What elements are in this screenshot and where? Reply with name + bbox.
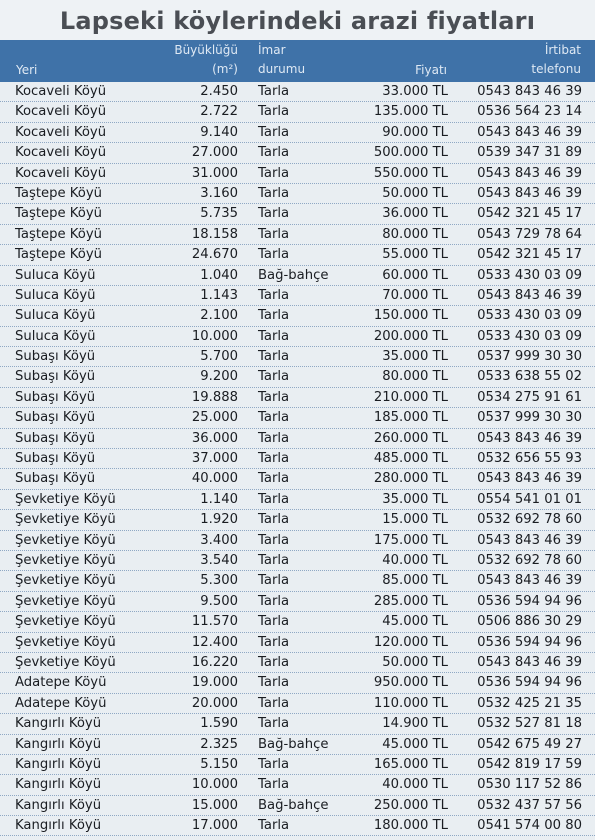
cell-size: 9.140: [200, 124, 238, 140]
cell-price: 35.000 TL: [382, 349, 448, 365]
cell-size: 18.158: [191, 226, 238, 242]
cell-zoning: Tarla: [258, 430, 290, 446]
cell-price: 485.000 TL: [373, 451, 448, 467]
cell-price: 210.000 TL: [373, 389, 448, 405]
cell-size: 10.000: [191, 777, 238, 793]
cell-zoning: Bağ-bahçe: [258, 267, 329, 283]
cell-zoning: Tarla: [258, 491, 290, 507]
cell-location: Kangırlı Köyü: [15, 716, 102, 732]
cell-zoning: Tarla: [258, 349, 290, 365]
cell-zoning: Tarla: [258, 756, 290, 772]
cell-zoning: Tarla: [258, 532, 290, 548]
cell-phone: 0534 275 91 61: [477, 389, 582, 405]
cell-size: 3.160: [200, 185, 238, 201]
cell-location: Suluca Köyü: [15, 287, 96, 303]
table-row: [0, 612, 595, 632]
table-row: [0, 735, 595, 755]
cell-phone: 0554 541 01 01: [477, 491, 582, 507]
cell-phone: 0533 638 55 02: [477, 369, 582, 385]
table-row: [0, 388, 595, 408]
cell-size: 11.570: [191, 614, 238, 630]
table-row: [0, 286, 595, 306]
cell-location: Subaşı Köyü: [15, 389, 96, 405]
header-phone: [505, 44, 581, 76]
cell-location: Kocaveli Köyü: [15, 124, 107, 140]
cell-phone: 0506 886 30 29: [477, 614, 582, 630]
table-row: [0, 592, 595, 612]
cell-location: Taştepe Köyü: [15, 247, 103, 263]
cell-location: Adatepe Köyü: [15, 675, 107, 691]
cell-price: 550.000 TL: [373, 165, 448, 181]
cell-size: 27.000: [191, 145, 238, 161]
header-location: Yeri: [16, 63, 38, 77]
cell-zoning: Tarla: [258, 165, 290, 181]
table-row: [0, 796, 595, 816]
cell-phone: 0542 819 17 59: [477, 756, 582, 772]
table-row: [0, 469, 595, 489]
cell-location: Kangırlı Köyü: [15, 777, 102, 793]
cell-price: 55.000 TL: [382, 247, 448, 263]
cell-zoning: Tarla: [258, 104, 290, 120]
table-row: [0, 347, 595, 367]
cell-price: 80.000 TL: [382, 369, 448, 385]
header-zoning: [258, 44, 305, 76]
cell-phone: 0536 594 94 96: [477, 634, 582, 650]
cell-zoning: Tarla: [258, 777, 290, 793]
cell-size: 17.000: [191, 818, 238, 834]
cell-location: Kangırlı Köyü: [15, 736, 102, 752]
cell-zoning: Tarla: [258, 654, 290, 670]
cell-zoning: Tarla: [258, 593, 290, 609]
cell-zoning: Tarla: [258, 247, 290, 263]
cell-size: 10.000: [191, 328, 238, 344]
table-row: [0, 551, 595, 571]
cell-price: 500.000 TL: [373, 145, 448, 161]
cell-phone: 0536 564 23 14: [477, 104, 582, 120]
cell-size: 2.450: [200, 84, 238, 99]
table-row: [0, 755, 595, 775]
cell-zoning: Tarla: [258, 308, 290, 324]
table-row: [0, 266, 595, 286]
cell-zoning: Tarla: [258, 206, 290, 222]
cell-zoning: Tarla: [258, 614, 290, 630]
cell-location: Suluca Köyü: [15, 328, 96, 344]
cell-zoning: Tarla: [258, 389, 290, 405]
cell-zoning: Tarla: [258, 716, 290, 732]
cell-price: 70.000 TL: [382, 287, 448, 303]
table-row: [0, 82, 595, 102]
header-size-line1: Büyüklüğü: [174, 43, 238, 57]
cell-price: 165.000 TL: [373, 756, 448, 772]
cell-location: Taştepe Köyü: [15, 185, 103, 201]
cell-phone: 0533 430 03 09: [477, 267, 582, 283]
cell-size: 2.722: [200, 104, 238, 120]
cell-location: Şevketiye Köyü: [15, 634, 116, 650]
table-row: [0, 306, 595, 326]
cell-size: 1.920: [200, 512, 238, 528]
cell-zoning: Tarla: [258, 84, 290, 99]
table-row: [0, 673, 595, 693]
table-header: [0, 40, 595, 82]
cell-phone: 0543 843 46 39: [477, 471, 582, 487]
cell-phone: 0542 675 49 27: [477, 736, 582, 752]
table-row: [0, 449, 595, 469]
cell-size: 9.200: [200, 369, 238, 385]
cell-zoning: Tarla: [258, 369, 290, 385]
table-row: [0, 225, 595, 245]
cell-location: Subaşı Köyü: [15, 430, 96, 446]
cell-phone: 0533 430 03 09: [477, 308, 582, 324]
cell-price: 285.000 TL: [373, 593, 448, 609]
cell-size: 9.500: [200, 593, 238, 609]
cell-location: Suluca Köyü: [15, 267, 96, 283]
cell-zoning: Tarla: [258, 287, 290, 303]
cell-size: 20.000: [191, 695, 238, 711]
cell-size: 5.735: [200, 206, 238, 222]
table-row: [0, 694, 595, 714]
cell-size: 31.000: [191, 165, 238, 181]
cell-price: 85.000 TL: [382, 573, 448, 589]
table-row: [0, 164, 595, 184]
cell-zoning: Tarla: [258, 124, 290, 140]
header-phone-line2: telefonu: [531, 62, 581, 76]
cell-price: 33.000 TL: [382, 84, 448, 99]
cell-location: Subaşı Köyü: [15, 349, 96, 365]
cell-location: Şevketiye Köyü: [15, 532, 116, 548]
cell-zoning: Tarla: [258, 675, 290, 691]
table-row: [0, 102, 595, 122]
cell-zoning: Tarla: [258, 410, 290, 426]
cell-location: Subaşı Köyü: [15, 451, 96, 467]
cell-location: Taştepe Köyü: [15, 226, 103, 242]
cell-phone: 0543 843 46 39: [477, 573, 582, 589]
cell-phone: 0532 656 55 93: [477, 451, 582, 467]
cell-phone: 0542 321 45 17: [477, 206, 582, 222]
table-row: [0, 184, 595, 204]
cell-size: 25.000: [191, 410, 238, 426]
cell-phone: 0532 692 78 60: [477, 552, 582, 568]
cell-price: 60.000 TL: [382, 267, 448, 283]
cell-phone: 0532 692 78 60: [477, 512, 582, 528]
header-price: Fiyatı: [415, 63, 447, 77]
cell-price: 280.000 TL: [373, 471, 448, 487]
cell-zoning: Tarla: [258, 145, 290, 161]
cell-phone: 0533 430 03 09: [477, 328, 582, 344]
cell-zoning: Tarla: [258, 573, 290, 589]
table-row: [0, 429, 595, 449]
table-row: [0, 123, 595, 143]
cell-location: Şevketiye Köyü: [15, 593, 116, 609]
cell-zoning: Bağ-bahçe: [258, 797, 329, 813]
cell-location: Kocaveli Köyü: [15, 84, 107, 99]
cell-phone: 0543 843 46 39: [477, 654, 582, 670]
cell-zoning: Tarla: [258, 552, 290, 568]
cell-price: 45.000 TL: [382, 736, 448, 752]
cell-size: 19.000: [191, 675, 238, 691]
cell-price: 90.000 TL: [382, 124, 448, 140]
cell-size: 1.143: [200, 287, 238, 303]
cell-price: 120.000 TL: [373, 634, 448, 650]
cell-zoning: Tarla: [258, 818, 290, 834]
table-row: [0, 408, 595, 428]
cell-size: 5.150: [200, 756, 238, 772]
cell-price: 36.000 TL: [382, 206, 448, 222]
cell-price: 50.000 TL: [382, 185, 448, 201]
cell-price: 15.000 TL: [382, 512, 448, 528]
cell-phone: 0537 999 30 30: [477, 410, 582, 426]
table-row: [0, 367, 595, 387]
cell-phone: 0537 999 30 30: [477, 349, 582, 365]
table-row: [0, 714, 595, 734]
cell-zoning: Tarla: [258, 185, 290, 201]
cell-size: 1.040: [200, 267, 238, 283]
cell-location: Kocaveli Köyü: [15, 165, 107, 181]
header-zoning-line2: durumu: [258, 62, 306, 76]
cell-size: 37.000: [191, 451, 238, 467]
cell-size: 5.700: [200, 349, 238, 365]
cell-phone: 0543 843 46 39: [477, 124, 582, 140]
table-row: [0, 490, 595, 510]
cell-size: 15.000: [191, 797, 238, 813]
cell-location: Subaşı Köyü: [15, 471, 96, 487]
table-row: [0, 143, 595, 163]
cell-size: 16.220: [191, 654, 238, 670]
table-row: [0, 204, 595, 224]
cell-location: Subaşı Köyü: [15, 369, 96, 385]
table-body: [0, 82, 595, 836]
cell-location: Şevketiye Köyü: [15, 512, 116, 528]
table-row: [0, 510, 595, 530]
cell-size: 1.140: [200, 491, 238, 507]
cell-zoning: Tarla: [258, 451, 290, 467]
cell-zoning: Tarla: [258, 471, 290, 487]
cell-price: 35.000 TL: [382, 491, 448, 507]
table-row: [0, 245, 595, 265]
cell-size: 1.590: [200, 716, 238, 732]
cell-location: Şevketiye Köyü: [15, 654, 116, 670]
cell-phone: 0543 843 46 39: [477, 287, 582, 303]
cell-phone: 0541 574 00 80: [477, 818, 582, 834]
table-row: [0, 775, 595, 795]
cell-location: Adatepe Köyü: [15, 695, 107, 711]
cell-size: 3.400: [200, 532, 238, 548]
cell-location: Suluca Köyü: [15, 308, 96, 324]
cell-location: Kangırlı Köyü: [15, 756, 102, 772]
table-row: [0, 531, 595, 551]
cell-location: Kangırlı Köyü: [15, 818, 102, 834]
cell-zoning: Tarla: [258, 328, 290, 344]
cell-price: 80.000 TL: [382, 226, 448, 242]
cell-phone: 0536 594 94 96: [477, 675, 582, 691]
cell-phone: 0530 117 52 86: [477, 777, 582, 793]
cell-phone: 0543 843 46 39: [477, 532, 582, 548]
table-row: [0, 571, 595, 591]
cell-price: 185.000 TL: [373, 410, 448, 426]
cell-size: 5.300: [200, 573, 238, 589]
cell-zoning: Tarla: [258, 634, 290, 650]
cell-price: 150.000 TL: [373, 308, 448, 324]
cell-price: 200.000 TL: [373, 328, 448, 344]
cell-location: Şevketiye Köyü: [15, 573, 116, 589]
cell-phone: 0532 527 81 18: [477, 716, 582, 732]
cell-location: Kangırlı Köyü: [15, 797, 102, 813]
cell-price: 45.000 TL: [382, 614, 448, 630]
table-row: [0, 327, 595, 347]
cell-location: Kocaveli Köyü: [15, 145, 107, 161]
table-row: [0, 816, 595, 836]
table-title: Lapseki köylerindeki arazi fiyatları: [0, 0, 595, 40]
cell-price: 175.000 TL: [373, 532, 448, 548]
cell-price: 14.900 TL: [382, 716, 448, 732]
cell-location: Kocaveli Köyü: [15, 104, 107, 120]
cell-price: 40.000 TL: [382, 552, 448, 568]
cell-zoning: Tarla: [258, 226, 290, 242]
cell-price: 135.000 TL: [373, 104, 448, 120]
cell-phone: 0536 594 94 96: [477, 593, 582, 609]
cell-price: 250.000 TL: [373, 797, 448, 813]
cell-location: Şevketiye Köyü: [15, 552, 116, 568]
cell-size: 2.100: [200, 308, 238, 324]
header-zoning-line1: İmar: [258, 43, 286, 57]
cell-phone: 0543 843 46 39: [477, 430, 582, 446]
cell-phone: 0543 729 78 64: [477, 226, 582, 242]
header-phone-line1: İrtibat: [544, 43, 581, 57]
cell-phone: 0543 843 46 39: [477, 185, 582, 201]
table-row: [0, 653, 595, 673]
cell-phone: 0532 437 57 56: [477, 797, 582, 813]
cell-price: 180.000 TL: [373, 818, 448, 834]
cell-price: 40.000 TL: [382, 777, 448, 793]
cell-size: 36.000: [191, 430, 238, 446]
header-size: [150, 44, 238, 76]
cell-phone: 0542 321 45 17: [477, 247, 582, 263]
cell-zoning: Tarla: [258, 512, 290, 528]
cell-price: 50.000 TL: [382, 654, 448, 670]
cell-size: 24.670: [191, 247, 238, 263]
cell-zoning: Bağ-bahçe: [258, 736, 329, 752]
header-size-line2: (m²): [212, 62, 238, 76]
cell-price: 260.000 TL: [373, 430, 448, 446]
cell-location: Şevketiye Köyü: [15, 614, 116, 630]
cell-zoning: Tarla: [258, 695, 290, 711]
cell-size: 40.000: [191, 471, 238, 487]
cell-location: Taştepe Köyü: [15, 206, 103, 222]
cell-location: Şevketiye Köyü: [15, 491, 116, 507]
cell-phone: 0539 347 31 89: [477, 145, 582, 161]
cell-phone: 0543 843 46 39: [477, 84, 582, 99]
cell-phone: 0532 425 21 35: [477, 695, 582, 711]
cell-size: 12.400: [191, 634, 238, 650]
table-row: [0, 633, 595, 653]
cell-price: 950.000 TL: [373, 675, 448, 691]
cell-location: Subaşı Köyü: [15, 410, 96, 426]
cell-size: 2.325: [200, 736, 238, 752]
cell-price: 110.000 TL: [373, 695, 448, 711]
cell-size: 19.888: [191, 389, 238, 405]
cell-size: 3.540: [200, 552, 238, 568]
cell-phone: 0543 843 46 39: [477, 165, 582, 181]
